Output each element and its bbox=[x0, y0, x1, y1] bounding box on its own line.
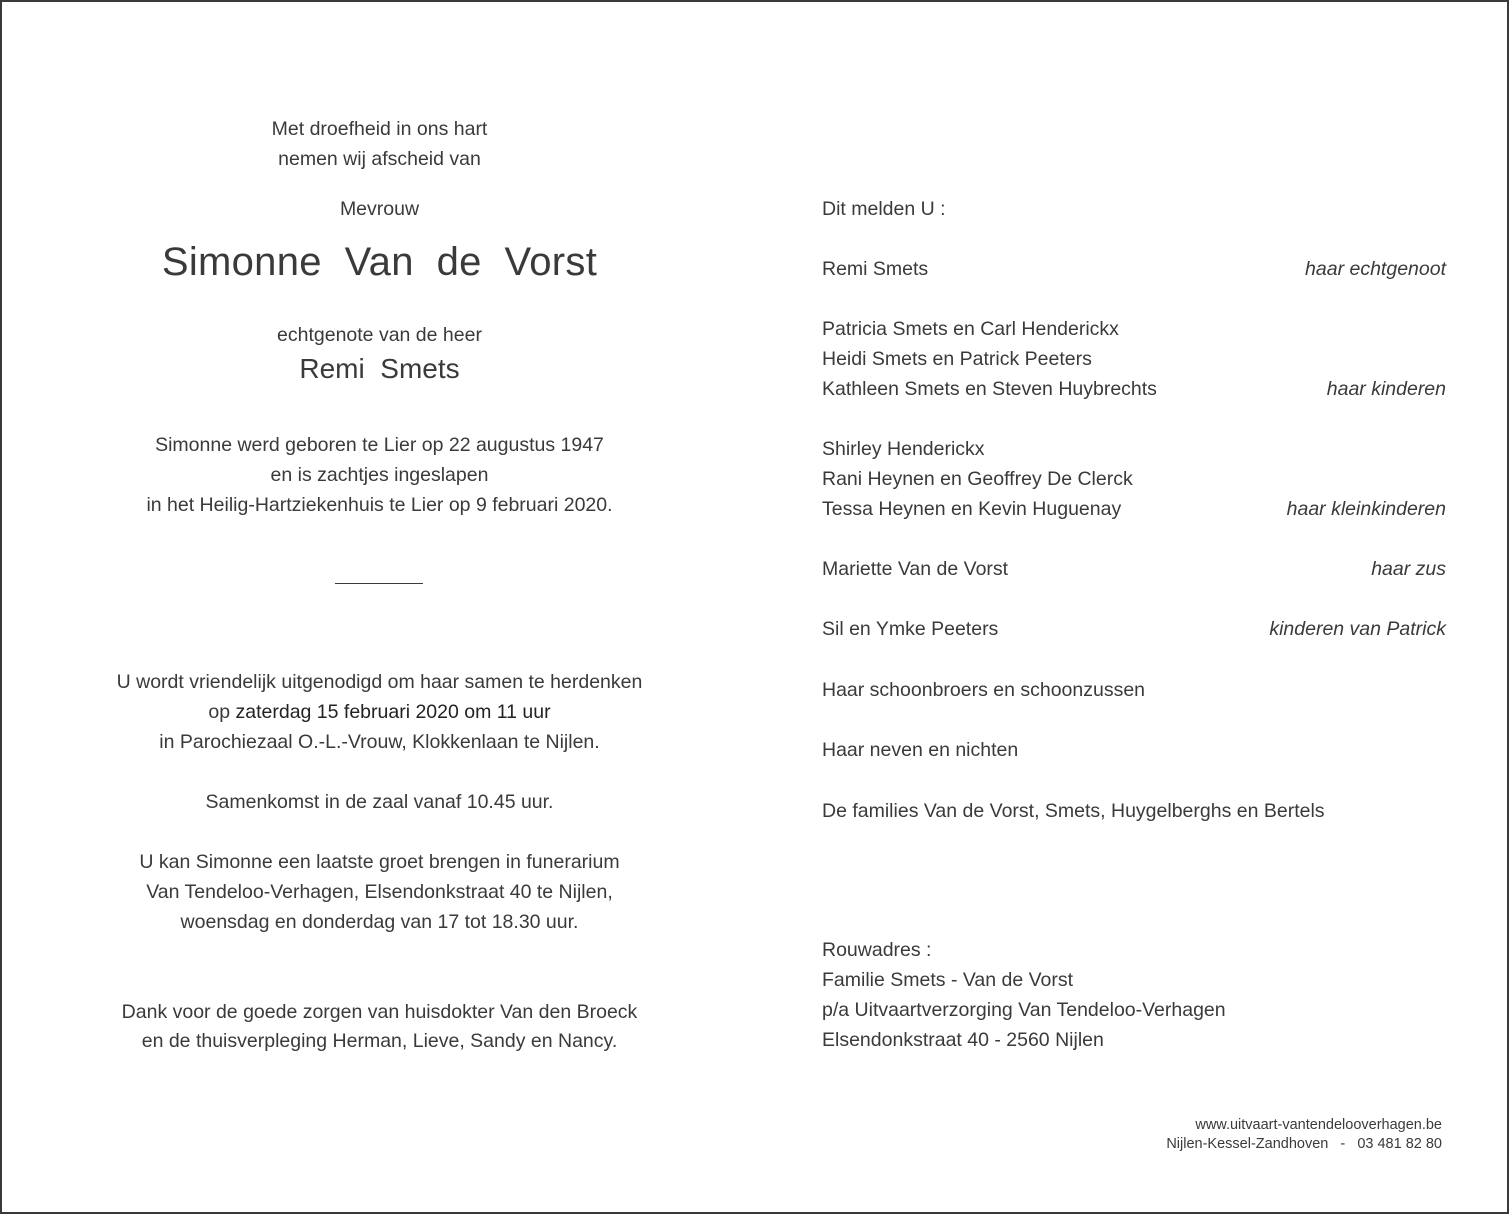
spouse-intro: echtgenote van de heer bbox=[277, 324, 482, 346]
family-row bbox=[822, 434, 1446, 464]
family-name: Sil en Ymke Peeters bbox=[822, 618, 999, 640]
separator-line bbox=[335, 583, 423, 584]
family-row bbox=[822, 494, 1446, 524]
thanks-line-1: Dank voor de goede zorgen van huisdokter Van den Broeck bbox=[121, 1001, 638, 1023]
family-row bbox=[822, 374, 1446, 404]
spouse-name: Remi Smets bbox=[299, 353, 460, 384]
visit-line-2: Van Tendeloo-Verhagen, Elsendonkstraat 40 te Nijlen, bbox=[146, 881, 613, 903]
family-row bbox=[822, 735, 1446, 765]
invite-line-3: in Parochiezaal O.-L.-Vrouw, Klokkenlaan te Nijlen. bbox=[159, 731, 600, 753]
family-name: Heidi Smets en Patrick Peeters bbox=[822, 348, 1092, 370]
family-row bbox=[822, 344, 1446, 374]
family-name: Rani Heynen en Geoffrey De Clerck bbox=[822, 468, 1133, 490]
family-row bbox=[822, 614, 1446, 644]
deceased-name: Simonne Van de Vorst bbox=[161, 240, 598, 284]
footer-website: www.uitvaart-vantendelooverhagen.be bbox=[1195, 1117, 1442, 1133]
gathering-line: Samenkomst in de zaal vanaf 10.45 uur. bbox=[205, 791, 554, 813]
address-line: Familie Smets - Van de Vorst bbox=[822, 969, 1074, 991]
family-name: Shirley Henderickx bbox=[822, 438, 985, 460]
bio-line-1: Simonne werd geboren te Lier op 22 augustus 1947 bbox=[155, 434, 604, 456]
footer-contact: Nijlen-Kessel-Zandhoven - 03 481 82 80 bbox=[1166, 1136, 1442, 1152]
family-row bbox=[822, 254, 1446, 284]
family-name: Remi Smets bbox=[822, 258, 929, 280]
title-mevrouw: Mevrouw bbox=[339, 198, 420, 220]
family-relation: haar kleinkinderen bbox=[1286, 498, 1446, 520]
address-line: Elsendonkstraat 40 - 2560 Nijlen bbox=[822, 1029, 1104, 1051]
family-name: Tessa Heynen en Kevin Huguenay bbox=[822, 498, 1122, 520]
announce-heading: Dit melden U : bbox=[822, 198, 946, 220]
intro-line-2: nemen wij afscheid van bbox=[278, 148, 481, 170]
family-name: Haar schoonbroers en schoonzussen bbox=[822, 679, 1146, 701]
visit-line-1: U kan Simonne een laatste groet brengen in funerarium bbox=[139, 851, 620, 873]
address-line: p/a Uitvaartverzorging Van Tendeloo-Verhagen bbox=[822, 999, 1226, 1021]
family-relation: haar kinderen bbox=[1326, 378, 1446, 400]
intro-line-1: Met droefheid in ons hart bbox=[271, 118, 488, 140]
visit-line-3: woensdag en donderdag van 17 tot 18.30 uur. bbox=[180, 911, 579, 933]
family-row bbox=[822, 675, 1446, 705]
family-relation: haar echtgenoot bbox=[1305, 258, 1446, 280]
family-name: Kathleen Smets en Steven Huybrechts bbox=[822, 378, 1157, 400]
invite-line-1: U wordt vriendelijk uitgenodigd om haar samen te herdenken bbox=[116, 671, 643, 693]
thanks-line-2: en de thuisverpleging Herman, Lieve, Sandy en Nancy. bbox=[141, 1030, 618, 1052]
bio-line-2: en is zachtjes ingeslapen bbox=[270, 464, 489, 486]
family-row bbox=[822, 314, 1446, 344]
family-name: De families Van de Vorst, Smets, Huygelberghs en Bertels bbox=[822, 800, 1325, 822]
invite-date: zaterdag 15 februari 2020 om 11 uur bbox=[235, 701, 551, 723]
family-relation: kinderen van Patrick bbox=[1269, 618, 1446, 640]
bio-line-3: in het Heilig-Hartziekenhuis te Lier op 9 februari 2020. bbox=[146, 494, 613, 516]
family-name: Patricia Smets en Carl Henderickx bbox=[822, 318, 1119, 340]
family-relation: haar zus bbox=[1371, 558, 1446, 580]
invite-line-2 bbox=[2, 697, 757, 727]
family-row bbox=[822, 796, 1446, 826]
family-name: Mariette Van de Vorst bbox=[822, 558, 1009, 580]
family-name: Haar neven en nichten bbox=[822, 739, 1019, 761]
family-row bbox=[822, 554, 1446, 584]
family-row bbox=[822, 464, 1446, 494]
address-heading: Rouwadres : bbox=[822, 939, 932, 961]
invite-prefix: op bbox=[208, 701, 236, 723]
